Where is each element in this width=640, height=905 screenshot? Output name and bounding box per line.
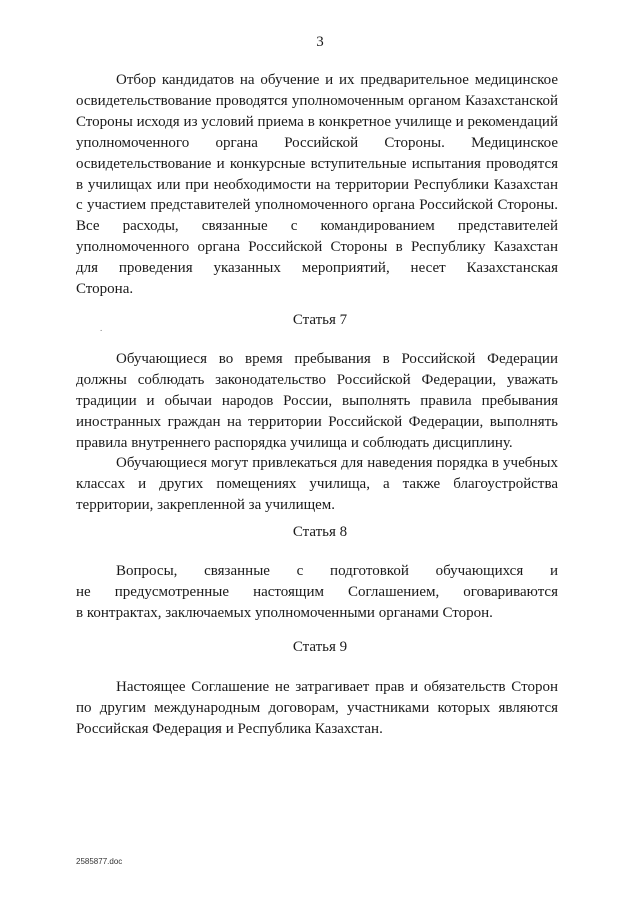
text-line: классах и других помещениях училища, а также благоустройства (76, 475, 558, 492)
text-line: Стороны исходя из условий приема в конкретное училище и рекомендаций (76, 113, 558, 130)
text-line: территории, закрепленной за училищем. (76, 496, 336, 513)
article-heading-7: Статья 7 (292, 312, 348, 328)
paragraph-students-obligations (76, 349, 558, 454)
text-line: иностранных граждан на территории Российской Федерации, выполнять (76, 413, 558, 430)
text-line: Все расходы, связанные с командированием представителей (76, 218, 558, 235)
text-line: не предусмотренные настоящим Соглашением, оговариваются (76, 583, 558, 600)
text-line: Отбор кандидатов на обучение и их предварительное медицинское (116, 72, 558, 88)
paragraph-selection-candidates (76, 70, 558, 300)
file-name-footer: 2585877.doc (76, 857, 123, 866)
text-line: освидетельствование проводятся уполномоченным органом Казахстанской (76, 92, 558, 109)
text-line: для проведения указанных мероприятий, несет Казахстанская (76, 260, 558, 277)
text-line: в контрактах, заключаемых уполномоченными органами Сторон. (76, 604, 493, 621)
article-heading-9: Статья 9 (292, 639, 348, 655)
text-line: Российская Федерация и Республика Казахстан. (76, 720, 383, 737)
page-number: 3 (316, 34, 324, 50)
text-line: Сторона. (76, 281, 134, 298)
text-line: Обучающиеся во время пребывания в Российской Федерации (116, 351, 558, 367)
text-line: по другим международным договорам, участниками которых являются (76, 699, 558, 716)
text-line: освидетельствование и конкурсные вступительные испытания проводятся (76, 155, 558, 172)
stray-dot: . (100, 323, 103, 333)
text-line: уполномоченного органа Российской Стороны в Республику Казахстан (76, 239, 558, 256)
text-line: с участием представителей уполномоченного органа Российской Стороны. (76, 197, 558, 214)
text-line: традиции и обычаи народов России, выполнять правила пребывания (76, 392, 558, 409)
text-line: должны соблюдать законодательство Российской Федерации, уважать (76, 371, 558, 388)
text-line: Обучающиеся могут привлекаться для наведения порядка в учебных (116, 455, 558, 471)
article-heading-8: Статья 8 (292, 524, 348, 540)
text-line: в училищах или при необходимости на территории Республики Казахстан (76, 176, 558, 193)
text-line: Вопросы, связанные с подготовкой обучающихся и (116, 563, 558, 579)
paragraph-other-treaties (76, 677, 558, 740)
text-line: Настоящее Соглашение не затрагивает прав и обязательств Сторон (116, 679, 558, 695)
paragraph-contracts (76, 561, 558, 624)
text-line: правила внутреннего распорядка училища и соблюдать дисциплину. (76, 434, 513, 451)
text-line: уполномоченного органа Российской Стороны. Медицинское (76, 134, 558, 151)
paragraph-students-chores (76, 453, 558, 516)
